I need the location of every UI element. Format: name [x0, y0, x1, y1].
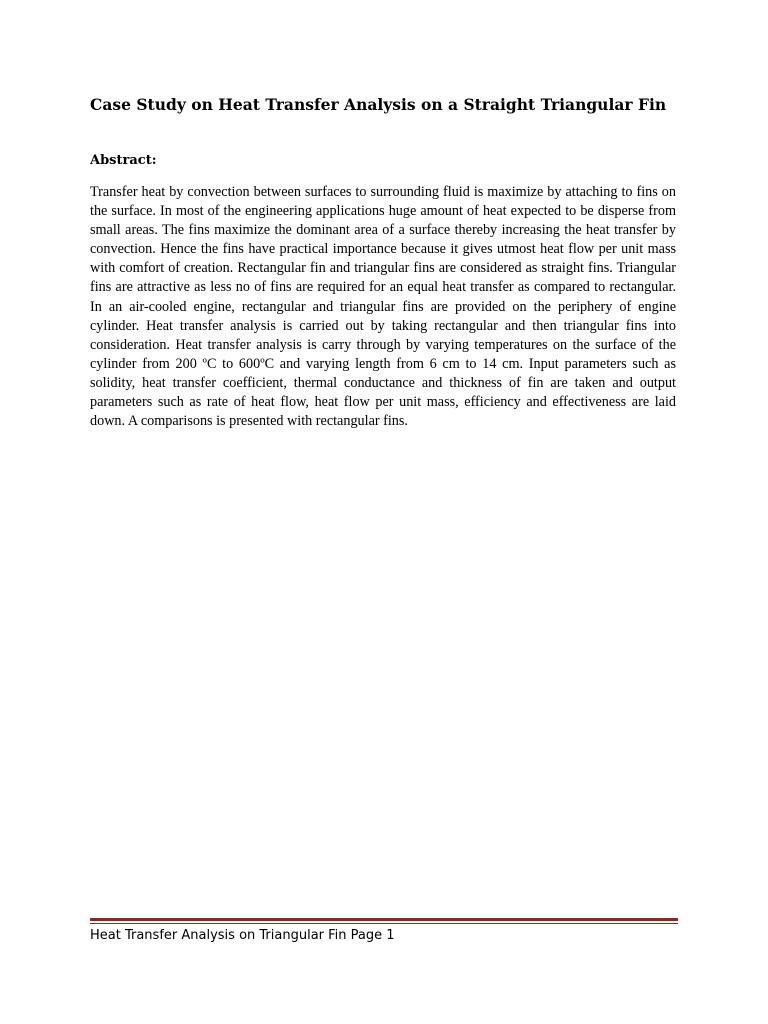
abstract-paragraph: Transfer heat by convection between surfaces to surrounding fluid is maximize by attaching to fins on the surface. In most of the engineering applications huge amount of heat expected to be disperse from small areas. The fins maximize the dominant area of a surface thereby increasing the heat transfer by convection. Hence the fins have practical importance because it gives utmost heat flow per unit mass with comfort of creation. Rectangular fin and triangular fins are considered as straight fins. Triangular fins are attractive as less no of fins are required for an equal heat transfer as compared to rectangular. In an air-cooled engine, rectangular and triangular fins are provided on the periphery of engine cylinder. Heat transfer analysis is carried out by taking rectangular and then triangular fins into consideration. Heat transfer analysis is carry through by varying temperatures on the surface of the cylinder from 200 ºC to 600ºC and varying length from 6 cm to 14 cm. Input parameters such as solidity, heat transfer coefficient, thermal conductance and thickness of fin are taken and output parameters such as rate of heat flow, heat flow per unit mass, efficiency and effectiveness are laid down. A comparisons is presented with rectangular fins.: [90, 184, 676, 430]
footer-divider: [90, 918, 678, 921]
footer-divider-thin: [90, 923, 678, 924]
abstract-heading: Abstract:: [90, 153, 157, 168]
page-footer: Heat Transfer Analysis on Triangular Fin Page 1: [90, 928, 395, 943]
document-title: Case Study on Heat Transfer Analysis on a Straight Triangular Fin: [90, 95, 667, 114]
